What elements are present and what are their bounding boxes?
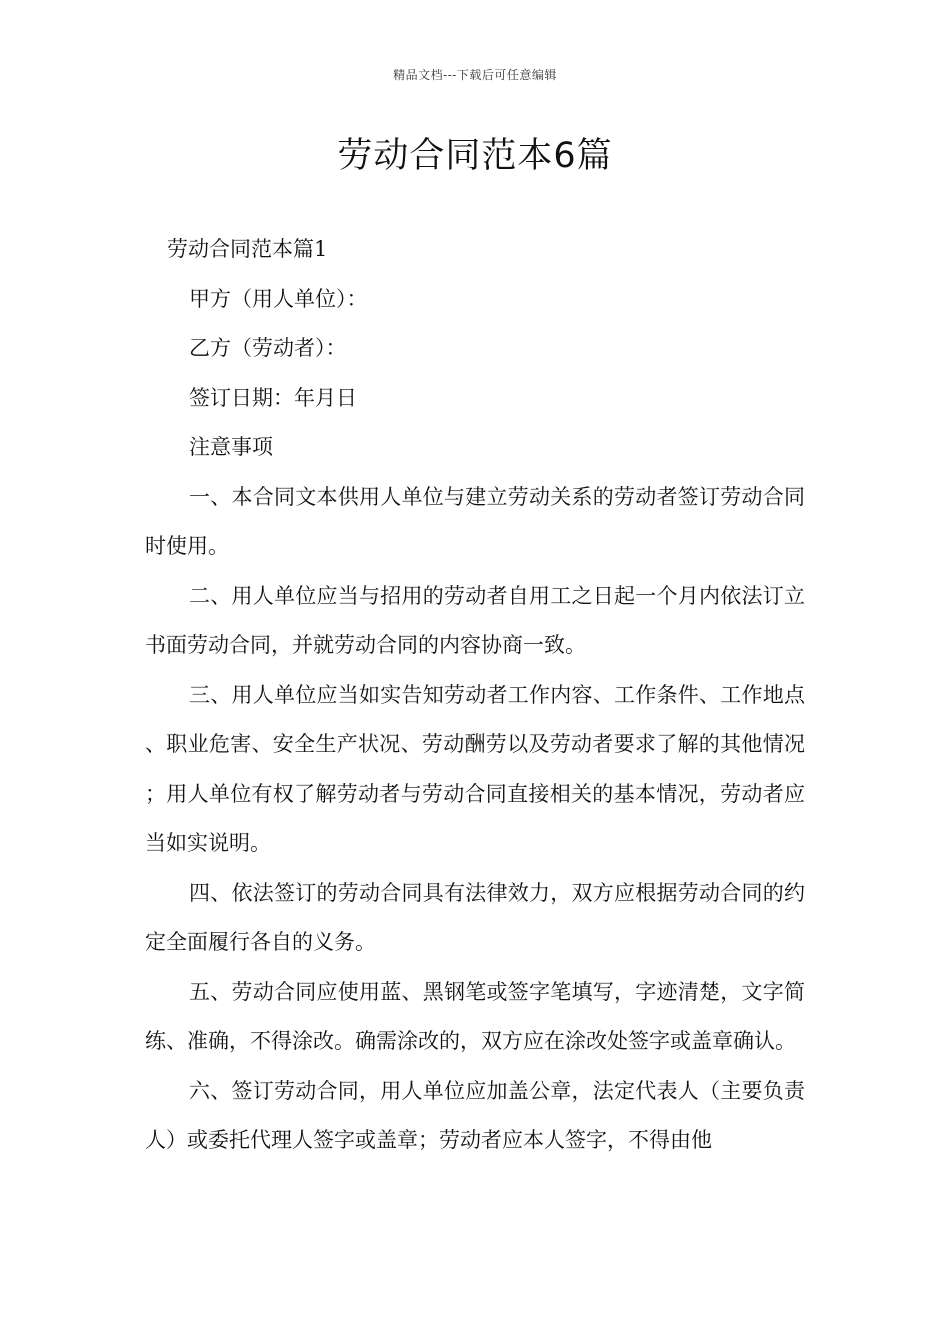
note-paragraph-4: 四、依法签订的劳动合同具有法律效力，双方应根据劳动合同的约定全面履行各自的义务。 — [145, 880, 805, 954]
section-heading: 劳动合同范本篇1 — [167, 237, 328, 261]
note-paragraph-3: 三、用人单位应当如实告知劳动者工作内容、工作条件、工作地点、职业危害、安全生产状况、劳动酬劳以及劳动者要求了解的其他情况；用人单位有权了解劳动者与劳动合同直接相关的基本情况，劳动者应当如实说明。 — [145, 682, 805, 855]
document-title: 劳动合同范本6篇 — [337, 136, 613, 176]
notes-heading: 注意事项 — [189, 435, 273, 459]
document-body — [145, 225, 805, 1166]
party-a-line: 甲方（用人单位）： — [189, 286, 368, 311]
note-paragraph-6: 六、签订劳动合同，用人单位应加盖公章，法定代表人（主要负责人）或委托代理人签字或盖章；劳动者应本人签字，不得由他 — [145, 1078, 805, 1152]
party-b-line: 乙方（劳动者）： — [189, 336, 347, 360]
signing-date-line: 签订日期：年月日 — [189, 385, 357, 410]
note-paragraph-2: 二、用人单位应当与招用的劳动者自用工之日起一个月内依法订立书面劳动合同，并就劳动合同的内容协商一致。 — [145, 583, 805, 657]
header-note: 精品文档---下载后可任意编辑 — [393, 68, 557, 82]
note-paragraph-5: 五、劳动合同应使用蓝、黑钢笔或签字笔填写，字迹清楚，文字简练、准确，不得涂改。确需涂改的，双方应在涂改处签字或盖章确认。 — [145, 979, 805, 1053]
note-paragraph-1: 一、本合同文本供用人单位与建立劳动关系的劳动者签订劳动合同时使用。 — [145, 484, 805, 558]
